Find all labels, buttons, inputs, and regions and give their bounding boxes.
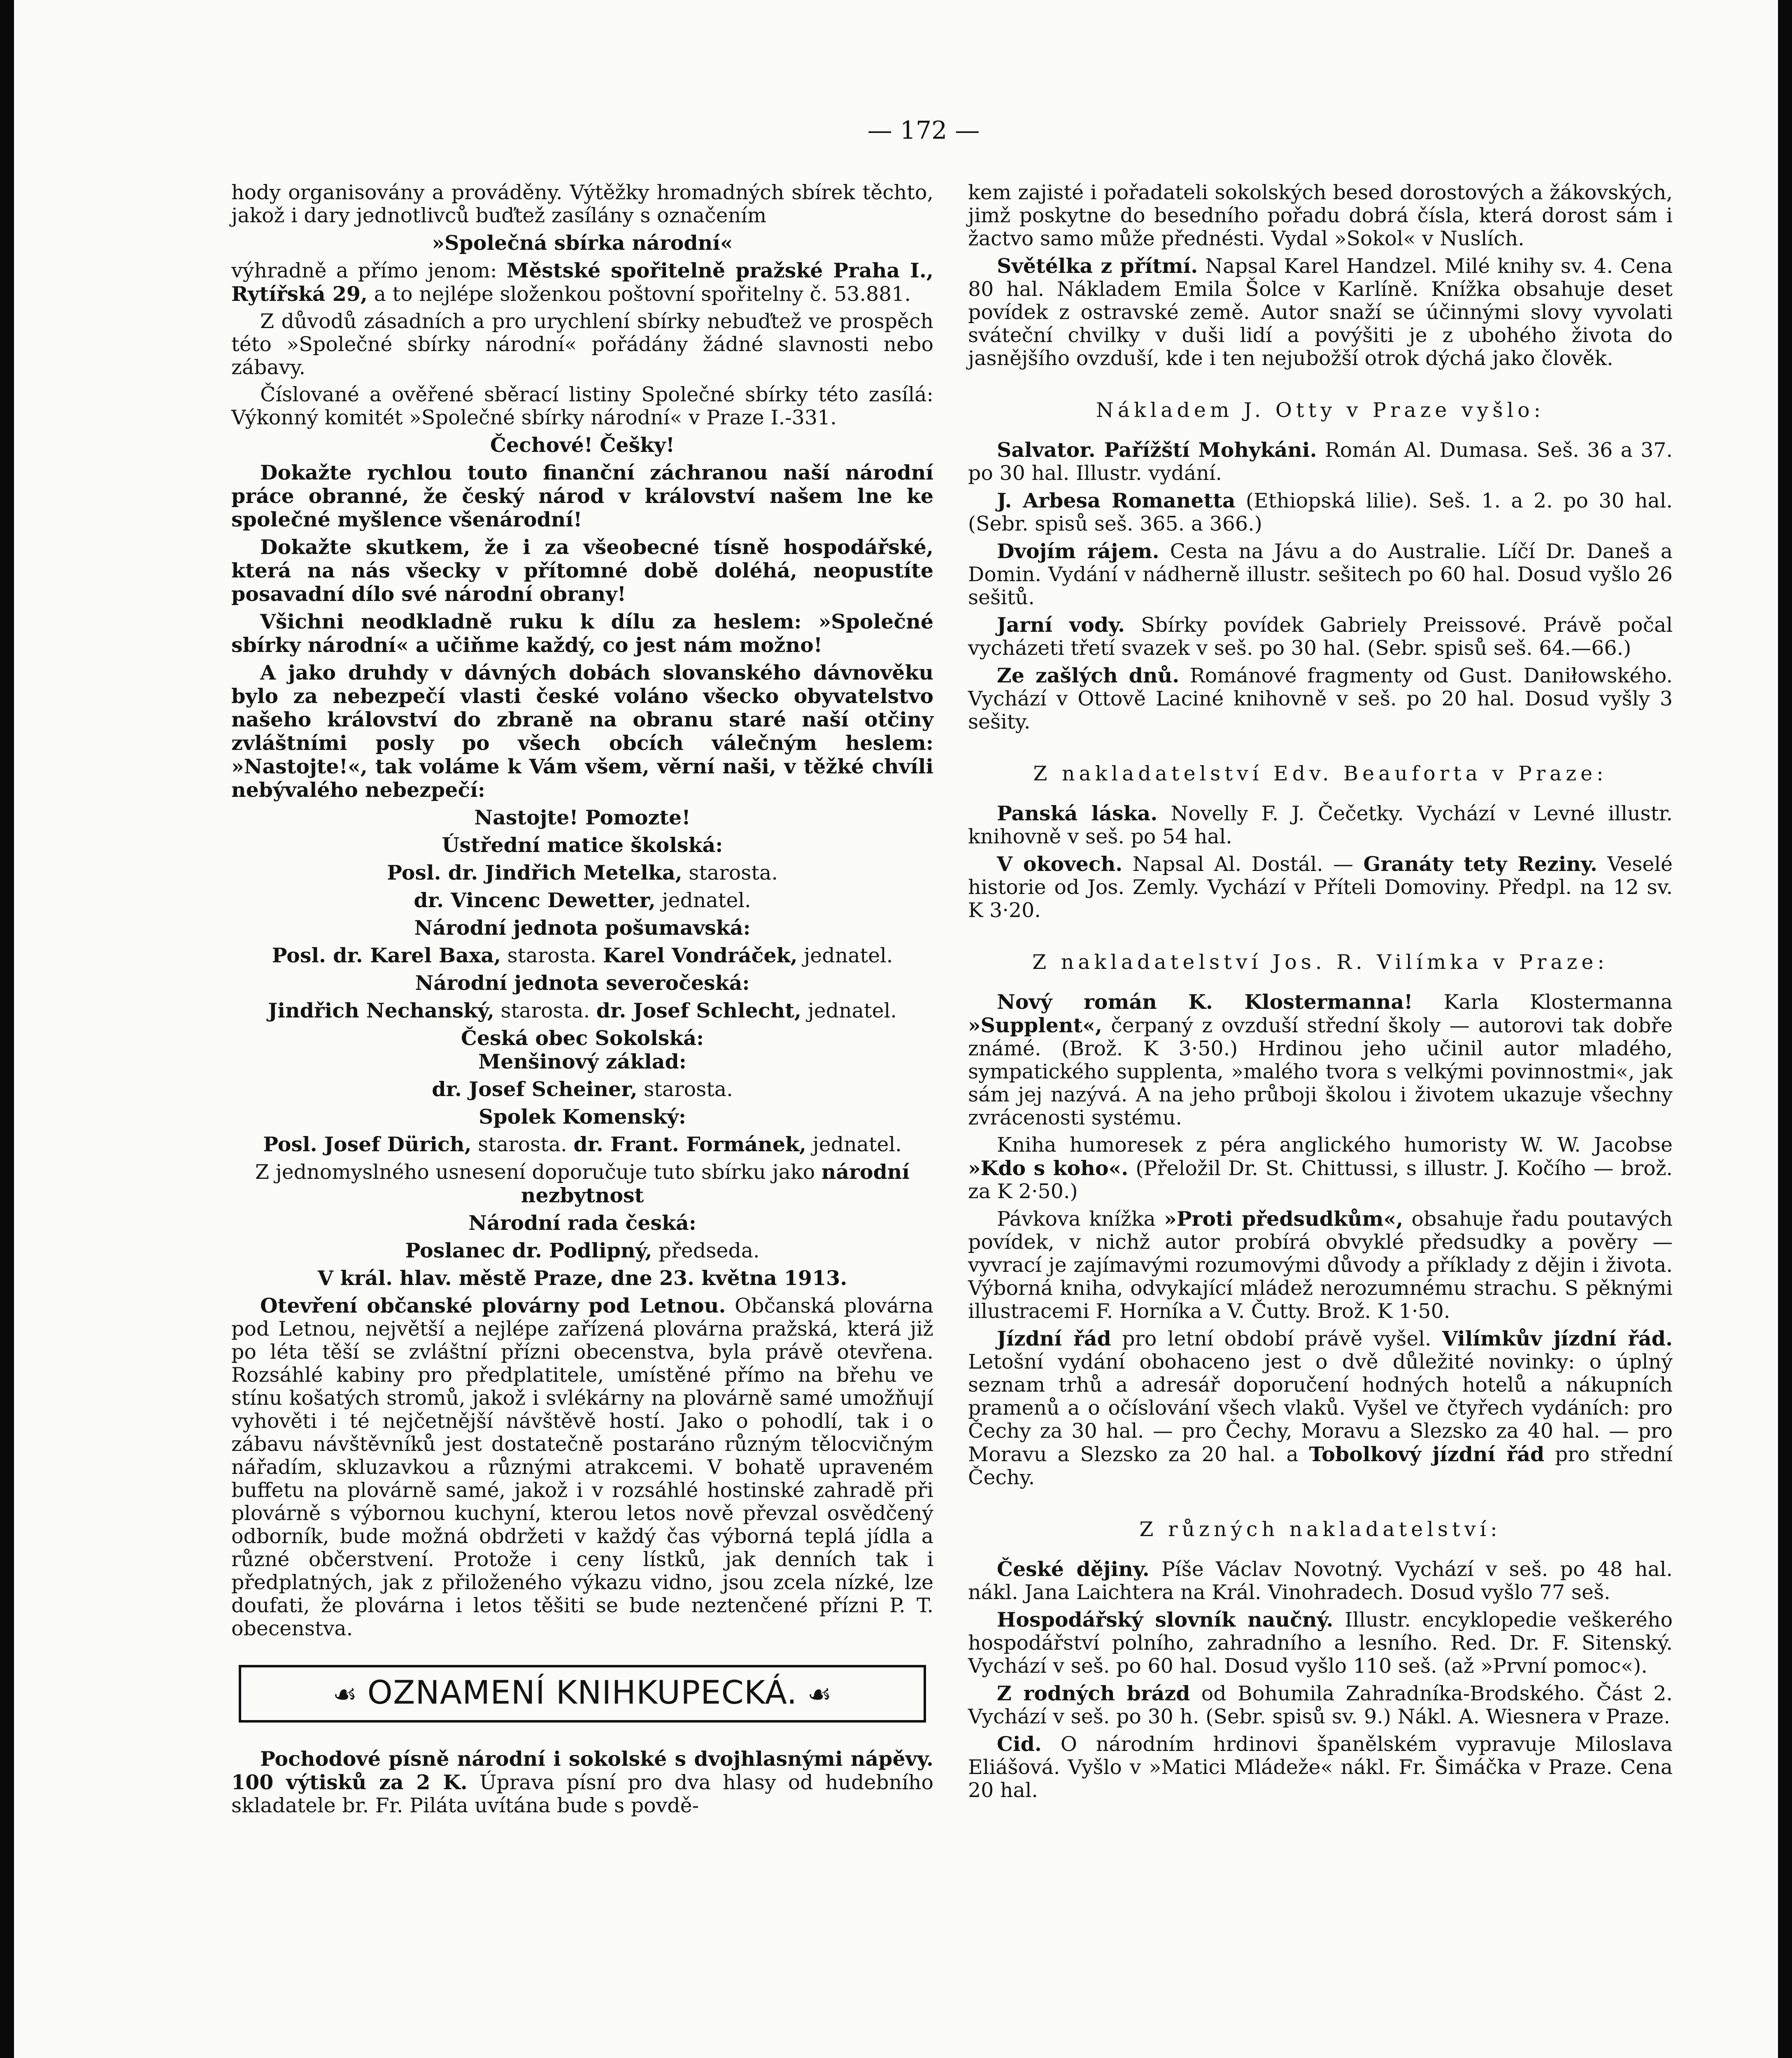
role: jednatel. — [806, 1133, 902, 1156]
article-title: Otevření občanské plovárny pod Letnou. — [260, 1294, 726, 1318]
left-column — [231, 181, 933, 1821]
heading-text: Národní jednota pošumavská: — [414, 916, 751, 940]
article-title: Dvojím rájem. — [997, 539, 1159, 563]
section-heading: Z nakladatelství Jos. R. Vilímka v Praze: — [1032, 950, 1608, 974]
article-text: Napsal Karel Handzel. Milé knihy sv. 4. Cena 80 hal. Nákladem Emila Šolce v Karlíně. Knížka obsahuje deset povídek z ostravské země. Autor snaží se účinnými slovy vyvolati sváteční chvilky v duši lidí a povýšiti je z ubohého života do jasnějšího ovzduší, kde i ten nejubožší otrok dýchá jako člověk. — [968, 254, 1673, 370]
article-title: Nový román K. Klostermanna! — [997, 990, 1413, 1014]
article-text: Román Al. Dumasa. Seš. 36 a 37. po 30 hal. Illustr. vydání. — [968, 438, 1673, 485]
paragraph — [231, 661, 933, 802]
article-text: (Přeložil Dr. St. Chittussi, s illustr. J. Kočího — brož. za K 2·50.) — [968, 1157, 1673, 1203]
paragraph — [231, 535, 933, 606]
banner-title: OZNAMENÍ KNIHKUPECKÁ. — [367, 1674, 798, 1711]
article-text: Cesta na Jávu a do Australie. Líčí Dr. Daneš a Domin. Vydání v nádherně illustr. sešitech po 60 hal. Dosud vyšlo 26 sešitů. — [968, 540, 1673, 609]
article-text: O národním hrdinovi španělském vypravuje Miloslava Eliášová. Vyšlo v »Matici Mládeže« nákl. Fr. Šimáčka v Praze. Cena 20 hal. — [968, 1732, 1673, 1802]
heading-text: Menšinový základ: — [478, 1050, 687, 1073]
article-title: Hospodářský slovník naučný. — [997, 1608, 1334, 1632]
article-title: »Supplent«, — [968, 1013, 1102, 1037]
paragraph — [231, 610, 933, 657]
paragraph — [968, 1682, 1673, 1728]
article-title: J. Arbesa Romanetta — [997, 489, 1236, 512]
bold-text: Dokažte skutkem, že i za všeobecné tísně hospodářské, která na nás všecky v přítomné době doléhá, neopustíte posavadní dílo své národní obrany! — [231, 535, 933, 606]
section-banner — [239, 1665, 926, 1723]
paragraph — [231, 1747, 933, 1817]
paragraph — [968, 990, 1673, 1129]
role: jednatel. — [655, 889, 751, 912]
paragraph — [968, 1557, 1673, 1604]
article-title: Z rodných brázd — [997, 1681, 1190, 1705]
article-title: Jarní vody. — [997, 613, 1125, 637]
article-text: Napsal Al. Dostál. — — [1122, 852, 1364, 876]
article-title: Ze zašlých dnů. — [997, 663, 1180, 687]
person-name: dr. Frant. Formánek, — [573, 1132, 806, 1156]
paragraph — [231, 1294, 933, 1640]
paragraph — [968, 1327, 1673, 1489]
text: výhradně a přímo jenom: — [231, 259, 507, 282]
org-name — [231, 1027, 933, 1073]
ornament-icon: ☙ — [807, 1679, 832, 1710]
signature-line — [231, 999, 933, 1022]
paragraph — [968, 664, 1673, 733]
person-name: Jindřich Nechanský, — [268, 999, 494, 1022]
article-text: Úprava písní pro dva hlasy od hudebního skladatele br. Fr. Piláta uvítána bude s povdě- — [231, 1771, 933, 1817]
article-text: Novelly F. J. Čečetky. Vychází v Levné illustr. knihovně v seš. po 54 hal. — [968, 802, 1673, 848]
role: jednatel. — [801, 999, 897, 1022]
text: Z jednomyslného usnesení doporučuje tuto sbírku jako — [255, 1160, 822, 1184]
article-text: Kniha humoresek z péra anglického humoristy W. W. Jacobse — [997, 1133, 1673, 1157]
bold-text: Dokažte rychlou touto finanční záchranou naší národní práce obranné, že český národ v království našem lne ke společné myšlence všenárodní! — [231, 461, 933, 531]
article-text: Pávkova knížka — [997, 1207, 1164, 1231]
date-line — [231, 1266, 933, 1290]
article-title: »Proti předsudkům«, — [1164, 1207, 1403, 1231]
article-text: Občanská plovárna pod Letnou, největší a nejlépe zařízená plovárna pražská, která již po léta těší se zvláštní přízni obecenstva, byla právě otevřena. Rozsáhlé kabiny pro předplatitele, umístěné přímo na břehu ve stínu košatých stromů, jakož i svlékárny na plovárně samé umožňují vyhověti i té nejčetnější návštěvě hostí. Jako o pohodlí, tak i o zábavu návštěvníků jest dostatečně postaráno různým tělocvičným nářadím, skluzavkou a různými atrakcemi. V bohatě upraveném buffetu na plovárně samé, jakož i v rozsáhlé hostinské zahradě při plovárně s výbornou kuchyní, kterou letos nově převzal osvědčený odborník, bude možná obdržeti v každý čas výborná teplá jídla a různé občerstvení. Protože i ceny lístků, jak denních tak i předplatných, jak z přiloženého výkazu vidno, jsou zcela nízké, lze doufati, že plovárna i letos těšiti se bude neztenčené přízni P. T. obecenstva. — [231, 1294, 933, 1640]
signature-line — [231, 944, 933, 967]
heading-text: Čechové! Češky! — [490, 433, 675, 457]
org-name — [231, 1211, 933, 1235]
bold-text: Všichni neodkladně ruku k dílu za heslem: »Společné sbírky národní« a učiňme každý, co jest nám možno! — [231, 610, 933, 657]
role: starosta. — [494, 999, 596, 1022]
article-text: pro letní období právě vyšel. — [1111, 1327, 1442, 1350]
paragraph: Číslované a ověřené sběrací listiny Společné sbírky této zasílá: Výkonný komitét »Společné sbírky národní« v Praze I.-331. — [231, 383, 933, 429]
paragraph — [231, 461, 933, 531]
article-title: Granáty tety Reziny. — [1363, 852, 1597, 876]
paragraph — [968, 438, 1673, 485]
heading-text: Nastojte! Pomozte! — [474, 806, 691, 829]
ornament-icon: ☙ — [333, 1679, 358, 1710]
role: jednatel. — [797, 944, 893, 967]
paragraph — [968, 852, 1673, 922]
signature-line — [231, 1133, 933, 1156]
person-name: dr. Josef Schlecht, — [596, 999, 801, 1022]
role: starosta. — [471, 1133, 574, 1156]
article-text: Letošní vydání obohaceno jest o dvě důležité novinky: o úplný seznam trhů a adresář doporučení hodných hotelů a nákupních pramenů a o očíslování všech vlaků. Vyšel ve čtyřech vydáních: pro Čechy za 30 hal. — pro Čechy, Moravu a Slezsko za 40 hal. — pro Moravu a Slezsko za 20 hal. a — [968, 1350, 1673, 1466]
person-name: dr. Vincenc Dewetter, — [414, 888, 656, 912]
article-title: Pochodové písně národní i sokolské s dvojhlasnými nápěvy. 100 výtisků za 2 K. — [231, 1747, 933, 1794]
article-title: Salvator. Pařížští Mohykáni. — [997, 438, 1317, 462]
article-title: Cid. — [997, 1732, 1042, 1756]
heading-text: »Společná sbírka národní« — [432, 231, 733, 255]
article-text: obsahuje řadu poutavých povídek, v nichž autor probírá obvyklé předsudky a pověry — vyvrací je zajímavými rozumovými důvody a příklady z dějin i života. Výborná kniha, odvykající mládež nerozumnému strachu. S pěknými illustracemi F. Horníka a V. Čutty. Brož. K 1·50. — [968, 1207, 1673, 1323]
person-name: dr. Josef Scheiner, — [432, 1077, 638, 1101]
signature-line — [231, 1239, 933, 1262]
paragraph — [968, 254, 1673, 370]
article-text: pro střední Čechy. — [968, 1443, 1673, 1489]
person-name: Posl. dr. Karel Baxa, — [272, 943, 501, 967]
paragraph — [968, 613, 1673, 660]
org-name — [231, 971, 933, 995]
section-heading: Z různých nakladatelství: — [1139, 1518, 1501, 1541]
paragraph — [968, 1207, 1673, 1323]
article-title: »Kdo s koho«. — [968, 1156, 1129, 1180]
right-column — [968, 181, 1673, 1806]
heading-text: Spolek Komenský: — [478, 1105, 687, 1129]
person-name: Poslanec dr. Podlipný, — [405, 1239, 652, 1262]
article-text: Illustr. encyklopedie veškerého hospodářství polního, zahradního a lesního. Red. Dr. F. Sitenský. Vychází v seš. po 60 hal. Dosud vyšlo 110 seš. (až »První pomoc«). — [968, 1608, 1673, 1678]
signature-line — [231, 861, 933, 885]
org-name — [231, 916, 933, 940]
article-text: Karla Klostermanna — [1413, 990, 1673, 1014]
paragraph: kem zajisté i pořadateli sokolských besed dorostových a žákovských, jimž poskytne do besedního pořadu dobrá čísla, která dorost sám i žactvo samo může přednésti. Vydal »Sokol« v Nuslích. — [968, 181, 1673, 250]
paragraph — [968, 540, 1673, 609]
article-text: Píše Václav Novotný. Vychází v seš. po 48 hal. nákl. Jana Laichtera na Král. Vinohradech. Dosud vyšlo 77 seš. — [968, 1557, 1673, 1604]
signature-line — [231, 889, 933, 912]
text: a to nejlépe složenkou poštovní spořitelny č. 53.881. — [368, 282, 911, 306]
person-name: Posl. dr. Jindřich Metelka, — [387, 861, 682, 885]
article-text: Veselé historie od Jos. Zemly. Vychází v Příteli Domoviny. Předpl. na 12 sv. K 3·20. — [968, 852, 1673, 922]
bold-text: A jako druhdy v dávných dobách slovanského dávnověku bylo za nebezpečí vlasti české voláno všecko obyvatelstvo našeho království do zbraně na obranu staré naší otčiny zvláštními posly po všech obcích válečným heslem: »Nastojte!«, tak voláme k Vám všem, věrní naši, v těžké chvíli nebývalého nebezpečí: — [231, 661, 933, 802]
paragraph — [968, 1134, 1673, 1203]
org-name — [231, 1105, 933, 1129]
article-text: (Ethiopská lilie). Seš. 1. a 2. po 30 hal. (Sebr. spisů seš. 365. a 366.) — [968, 489, 1673, 535]
signature-line — [231, 1160, 933, 1207]
bold-text: národní nezbytnost — [521, 1160, 910, 1207]
paragraph — [968, 1732, 1673, 1802]
heading — [231, 231, 933, 255]
paragraph — [968, 802, 1673, 848]
article-text: Sbírky povídek Gabriely Preissové. Právě počal vycházeti třetí svazek v seš. po 30 hal. (Sebr. spisů seš. 64.—66.) — [968, 613, 1673, 660]
article-title: Světélka z přítmí. — [997, 254, 1198, 278]
role: starosta. — [637, 1078, 733, 1101]
role: starosta. — [501, 944, 603, 967]
article-title: Tobolkový jízdní řád — [1309, 1442, 1545, 1466]
page — [14, 0, 1778, 2058]
signature-line — [231, 1078, 933, 1101]
article-title: Jízdní řád — [997, 1327, 1111, 1350]
paragraph — [968, 489, 1673, 535]
heading-text: Národní rada česká: — [468, 1211, 696, 1235]
paragraph — [231, 259, 933, 306]
person-name: Karel Vondráček, — [603, 943, 798, 967]
section-heading: Nákladem J. Otty v Praze vyšlo: — [1096, 398, 1545, 422]
bold-text: Městské spořitelně pražské Praha I., Rytířská 29, — [231, 258, 933, 306]
date-text: V král. hlav. městě Praze, dne 23. května 1913. — [317, 1266, 847, 1290]
org-name — [231, 833, 933, 857]
article-title: České dějiny. — [997, 1557, 1150, 1581]
article-text: od Bohumila Zahradníka-Brodského. Část 2. Vychází v seš. po 30 h. (Sebr. spisů sv. 9.) Nákl. A. Wiesnera v Praze. — [968, 1682, 1673, 1728]
role: předseda. — [652, 1239, 760, 1262]
heading-text: Ústřední matice školská: — [442, 833, 723, 857]
article-title: Panská láska. — [997, 801, 1158, 825]
heading — [231, 433, 933, 457]
heading-text: Národní jednota severočeská: — [415, 971, 750, 995]
page-number: — 172 — — [867, 116, 980, 145]
paragraph — [968, 1608, 1673, 1678]
paragraph: hody organisovány a prováděny. Výtěžky hromadných sbírek těchto, jakož i dary jednotlivců buďtež zasílány s označením — [231, 181, 933, 227]
role: starosta. — [682, 861, 778, 885]
paragraph: Z důvodů zásadních a pro urychlení sbírky nebuďtež ve prospěch této »Společné sbírky národní« pořádány žádné slavnosti nebo zábavy. — [231, 310, 933, 379]
heading — [231, 806, 933, 829]
person-name: Posl. Josef Dürich, — [263, 1132, 472, 1156]
article-title: Vilímkův jízdní řád. — [1442, 1327, 1673, 1350]
article-text: Románové fragmenty od Gust. Daniłowského. Vychází v Ottově Laciné knihovně v seš. po 20 hal. Dosud vyšly 3 sešity. — [968, 664, 1673, 733]
article-title: V okovech. — [997, 852, 1123, 876]
heading-text: Česká obec Sokolská: — [461, 1026, 704, 1050]
section-heading: Z nakladatelství Edv. Beauforta v Praze: — [1033, 762, 1608, 785]
article-text: čerpaný z ovzduší střední školy — autorovi tak dobře známé. (Brož. K 3·50.) Hrdinou jeho učinil autor mladého, sympatického supplenta, »malého tvora s velkými povinnostmi«, jak sám jej nazývá. A na jeho průboji školou i životem ukazuje všechny zvrácenosti systému. — [968, 1014, 1673, 1129]
